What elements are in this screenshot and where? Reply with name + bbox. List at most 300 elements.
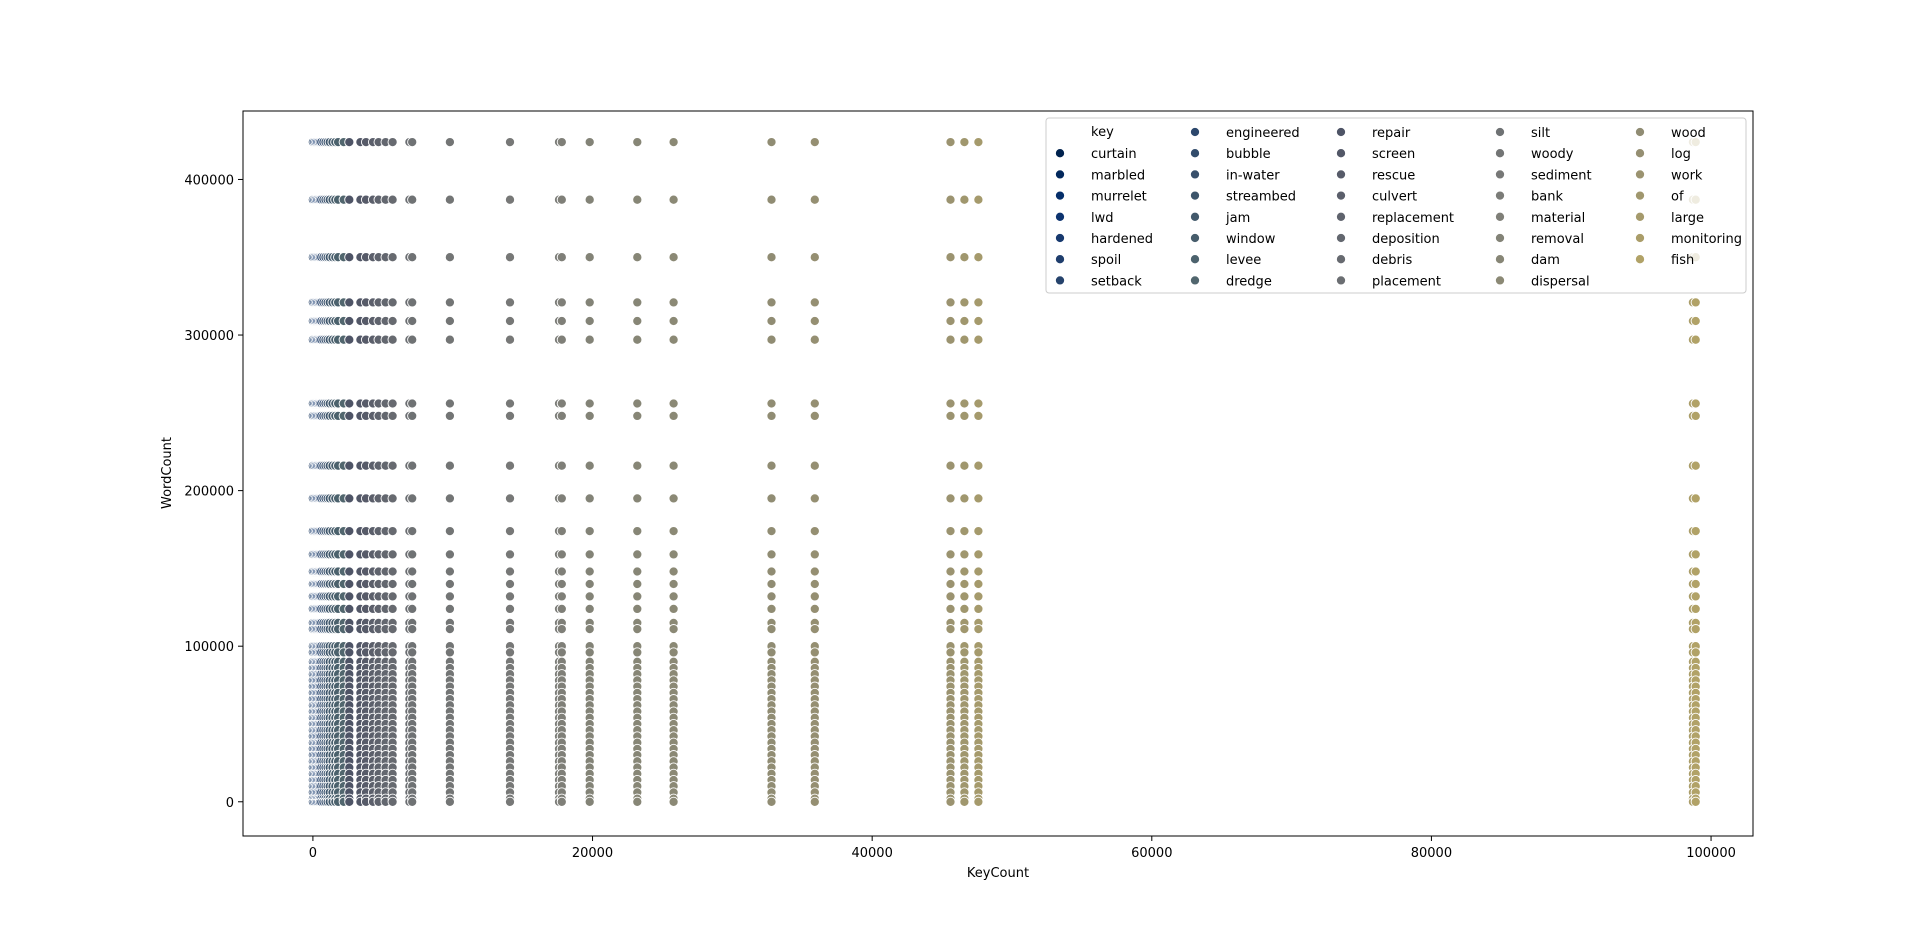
data-point xyxy=(633,399,642,408)
data-point xyxy=(946,625,955,634)
legend-marker xyxy=(1055,149,1064,158)
data-point xyxy=(557,625,566,634)
data-point xyxy=(445,567,454,576)
data-point xyxy=(946,797,955,806)
data-point xyxy=(505,579,514,588)
legend-marker xyxy=(1190,127,1199,136)
legend-label: curtain xyxy=(1091,147,1137,163)
data-point xyxy=(345,604,354,613)
data-point xyxy=(408,592,417,601)
legend-label: large xyxy=(1671,210,1704,226)
series-dispersal xyxy=(669,138,678,807)
data-point xyxy=(960,797,969,806)
data-point xyxy=(408,253,417,262)
data-point xyxy=(1691,298,1700,307)
data-point xyxy=(974,592,983,601)
data-point xyxy=(974,253,983,262)
data-point xyxy=(1691,527,1700,536)
legend-label: bank xyxy=(1531,189,1563,205)
data-point xyxy=(669,461,678,470)
data-point xyxy=(388,335,397,344)
data-point xyxy=(669,579,678,588)
data-point xyxy=(345,592,354,601)
data-point xyxy=(445,399,454,408)
data-point xyxy=(974,298,983,307)
legend-marker xyxy=(1055,170,1064,179)
legend-marker xyxy=(1055,255,1064,264)
data-point xyxy=(810,494,819,503)
data-point xyxy=(810,253,819,262)
legend-marker xyxy=(1336,276,1345,285)
legend-marker xyxy=(1495,149,1504,158)
data-point xyxy=(669,625,678,634)
y-tick-label: 200000 xyxy=(184,484,234,500)
data-point xyxy=(345,253,354,262)
data-point xyxy=(810,550,819,559)
data-point xyxy=(505,195,514,204)
data-point xyxy=(974,648,983,657)
legend-label: in-water xyxy=(1226,168,1280,184)
data-point xyxy=(810,592,819,601)
data-point xyxy=(974,138,983,147)
data-point xyxy=(960,195,969,204)
x-tick-label: 0 xyxy=(308,846,318,861)
data-point xyxy=(946,195,955,204)
data-point xyxy=(974,494,983,503)
data-point xyxy=(408,335,417,344)
data-point xyxy=(946,579,955,588)
legend-label: fish xyxy=(1671,253,1695,269)
data-point xyxy=(767,461,776,470)
series-work xyxy=(946,138,955,807)
data-point xyxy=(585,625,594,634)
data-point xyxy=(505,567,514,576)
legend xyxy=(1046,118,1746,293)
data-point xyxy=(585,604,594,613)
data-point xyxy=(960,494,969,503)
data-point xyxy=(669,253,678,262)
data-point xyxy=(557,494,566,503)
data-point xyxy=(505,494,514,503)
data-point xyxy=(633,195,642,204)
data-point xyxy=(557,527,566,536)
x-tick-label: 60000 xyxy=(1131,846,1173,861)
data-point xyxy=(408,527,417,536)
legend-title: key xyxy=(1091,125,1114,140)
data-point xyxy=(585,316,594,325)
data-point xyxy=(585,527,594,536)
data-point xyxy=(633,550,642,559)
data-point xyxy=(960,579,969,588)
data-point xyxy=(585,335,594,344)
data-point xyxy=(810,604,819,613)
data-point xyxy=(810,527,819,536)
data-point xyxy=(810,567,819,576)
data-point xyxy=(960,411,969,420)
data-point xyxy=(974,411,983,420)
data-point xyxy=(946,527,955,536)
data-point xyxy=(445,550,454,559)
data-point xyxy=(633,298,642,307)
data-point xyxy=(1691,411,1700,420)
data-point xyxy=(974,461,983,470)
data-point xyxy=(767,298,776,307)
legend-label: dam xyxy=(1531,253,1560,269)
data-point xyxy=(445,138,454,147)
data-point xyxy=(585,550,594,559)
data-point xyxy=(388,527,397,536)
data-point xyxy=(388,316,397,325)
legend-label: sediment xyxy=(1531,168,1592,184)
legend-marker xyxy=(1495,276,1504,285)
data-point xyxy=(557,138,566,147)
x-axis xyxy=(309,836,1736,861)
series-material xyxy=(557,138,566,807)
data-point xyxy=(388,411,397,420)
data-point xyxy=(445,335,454,344)
data-point xyxy=(669,316,678,325)
data-point xyxy=(946,648,955,657)
data-point xyxy=(505,316,514,325)
legend-marker xyxy=(1336,233,1345,242)
data-point xyxy=(960,550,969,559)
data-point xyxy=(946,298,955,307)
legend-label: replacement xyxy=(1372,210,1455,226)
data-point xyxy=(388,253,397,262)
data-point xyxy=(445,298,454,307)
series-debris xyxy=(388,138,397,807)
data-point xyxy=(445,195,454,204)
series-sediment xyxy=(505,138,514,807)
data-point xyxy=(345,399,354,408)
data-point xyxy=(408,604,417,613)
data-point xyxy=(505,335,514,344)
data-point xyxy=(557,253,566,262)
data-point xyxy=(408,625,417,634)
legend-label: bubble xyxy=(1226,147,1271,163)
legend-marker xyxy=(1635,149,1644,158)
data-point xyxy=(974,604,983,613)
legend-label: debris xyxy=(1372,253,1413,269)
data-point xyxy=(946,138,955,147)
data-point xyxy=(810,316,819,325)
data-point xyxy=(388,797,397,806)
legend-label: woody xyxy=(1531,147,1574,163)
data-point xyxy=(505,298,514,307)
data-point xyxy=(408,567,417,576)
data-point xyxy=(1691,399,1700,408)
data-point xyxy=(388,604,397,613)
data-point xyxy=(974,195,983,204)
data-point xyxy=(408,550,417,559)
data-point xyxy=(1691,494,1700,503)
data-point xyxy=(505,648,514,657)
data-point xyxy=(767,494,776,503)
data-point xyxy=(505,550,514,559)
data-point xyxy=(505,625,514,634)
legend-label: placement xyxy=(1372,274,1441,290)
data-point xyxy=(445,625,454,634)
data-point xyxy=(633,316,642,325)
data-point xyxy=(408,461,417,470)
legend-label: screen xyxy=(1372,147,1416,163)
x-tick-label: 20000 xyxy=(571,846,614,861)
data-point xyxy=(946,550,955,559)
legend-label: culvert xyxy=(1372,189,1418,205)
data-point xyxy=(633,579,642,588)
legend-marker xyxy=(1190,212,1199,221)
legend-label: hardened xyxy=(1091,232,1154,247)
series-large xyxy=(974,138,983,807)
data-point xyxy=(633,253,642,262)
data-point xyxy=(669,550,678,559)
x-tick-label: 80000 xyxy=(1410,846,1453,861)
data-point xyxy=(408,411,417,420)
legend-label: work xyxy=(1671,168,1703,184)
data-point xyxy=(810,335,819,344)
data-point xyxy=(388,550,397,559)
data-point xyxy=(585,567,594,576)
data-point xyxy=(505,527,514,536)
data-point xyxy=(960,567,969,576)
data-point xyxy=(767,579,776,588)
data-point xyxy=(557,567,566,576)
data-point xyxy=(345,527,354,536)
data-point xyxy=(388,399,397,408)
legend-marker xyxy=(1635,170,1644,179)
data-point xyxy=(345,298,354,307)
legend-label: spoil xyxy=(1091,253,1122,269)
data-point xyxy=(810,797,819,806)
data-point xyxy=(505,253,514,262)
data-point xyxy=(633,797,642,806)
legend-label: dredge xyxy=(1226,274,1272,290)
data-point xyxy=(633,567,642,576)
data-point xyxy=(669,527,678,536)
data-point xyxy=(388,138,397,147)
data-point xyxy=(557,411,566,420)
data-point xyxy=(345,494,354,503)
legend-label: jam xyxy=(1226,210,1251,226)
data-point xyxy=(960,648,969,657)
data-point xyxy=(974,316,983,325)
data-point xyxy=(557,195,566,204)
data-point xyxy=(585,298,594,307)
data-point xyxy=(669,399,678,408)
data-point xyxy=(974,625,983,634)
data-point xyxy=(585,411,594,420)
data-point xyxy=(505,797,514,806)
data-point xyxy=(633,335,642,344)
legend-marker xyxy=(1336,191,1345,200)
data-point xyxy=(345,550,354,559)
data-point xyxy=(445,411,454,420)
data-point xyxy=(633,411,642,420)
data-point xyxy=(345,579,354,588)
data-point xyxy=(960,604,969,613)
data-point xyxy=(505,399,514,408)
data-point xyxy=(767,550,776,559)
legend-label: deposition xyxy=(1372,232,1440,247)
data-point xyxy=(669,567,678,576)
data-point xyxy=(345,138,354,147)
legend-label: engineered xyxy=(1226,126,1300,141)
data-point xyxy=(445,461,454,470)
data-point xyxy=(946,253,955,262)
series-wood xyxy=(767,138,776,807)
data-point xyxy=(445,253,454,262)
data-point xyxy=(345,335,354,344)
legend-marker xyxy=(1190,170,1199,179)
data-point xyxy=(1691,797,1700,806)
data-point xyxy=(960,399,969,408)
y-tick-label: 400000 xyxy=(184,173,234,189)
data-point xyxy=(946,567,955,576)
data-point xyxy=(767,316,776,325)
data-point xyxy=(388,494,397,503)
data-point xyxy=(1691,648,1700,657)
data-point xyxy=(767,625,776,634)
series-removal xyxy=(585,138,594,807)
data-point xyxy=(445,797,454,806)
legend-marker xyxy=(1635,127,1644,136)
data-point xyxy=(974,579,983,588)
data-point xyxy=(445,604,454,613)
data-point xyxy=(585,494,594,503)
data-point xyxy=(974,797,983,806)
legend-label: of xyxy=(1671,189,1684,205)
data-point xyxy=(974,567,983,576)
data-point xyxy=(767,567,776,576)
legend-marker xyxy=(1336,170,1345,179)
data-point xyxy=(345,411,354,420)
data-point xyxy=(585,195,594,204)
data-point xyxy=(1691,625,1700,634)
data-point xyxy=(669,604,678,613)
data-point xyxy=(669,648,678,657)
legend-label: setback xyxy=(1091,274,1142,290)
legend-label: murrelet xyxy=(1091,189,1147,205)
data-point xyxy=(345,567,354,576)
series-of xyxy=(960,138,969,807)
data-point xyxy=(505,138,514,147)
data-point xyxy=(810,625,819,634)
data-point xyxy=(388,567,397,576)
legend-marker xyxy=(1336,255,1345,264)
data-point xyxy=(810,399,819,408)
data-point xyxy=(633,494,642,503)
legend-marker xyxy=(1190,191,1199,200)
legend-marker xyxy=(1495,212,1504,221)
data-point xyxy=(345,797,354,806)
legend-marker xyxy=(1055,212,1064,221)
data-point xyxy=(345,195,354,204)
legend-marker xyxy=(1190,255,1199,264)
data-point xyxy=(960,298,969,307)
data-point xyxy=(585,592,594,601)
data-point xyxy=(974,399,983,408)
legend-marker xyxy=(1635,212,1644,221)
legend-marker xyxy=(1635,255,1644,264)
data-point xyxy=(946,335,955,344)
data-point xyxy=(669,195,678,204)
data-point xyxy=(767,399,776,408)
data-point xyxy=(1691,579,1700,588)
data-point xyxy=(388,592,397,601)
data-point xyxy=(408,195,417,204)
data-point xyxy=(960,527,969,536)
data-point xyxy=(1691,335,1700,344)
data-point xyxy=(767,648,776,657)
legend-marker xyxy=(1336,212,1345,221)
data-point xyxy=(810,579,819,588)
y-tick-label: 0 xyxy=(225,795,234,811)
legend-label: dispersal xyxy=(1531,274,1590,290)
legend-label: window xyxy=(1226,232,1276,247)
data-point xyxy=(557,335,566,344)
data-point xyxy=(767,797,776,806)
data-point xyxy=(408,298,417,307)
data-point xyxy=(767,592,776,601)
data-point xyxy=(633,604,642,613)
data-point xyxy=(633,461,642,470)
data-point xyxy=(408,579,417,588)
data-point xyxy=(1691,567,1700,576)
data-point xyxy=(557,604,566,613)
data-point xyxy=(505,604,514,613)
data-point xyxy=(557,579,566,588)
data-point xyxy=(960,316,969,325)
data-point xyxy=(1691,316,1700,325)
data-point xyxy=(388,579,397,588)
data-point xyxy=(767,411,776,420)
data-point xyxy=(408,648,417,657)
data-point xyxy=(345,461,354,470)
data-point xyxy=(633,592,642,601)
data-point xyxy=(946,604,955,613)
data-point xyxy=(557,797,566,806)
legend-marker xyxy=(1336,127,1345,136)
y-axis xyxy=(184,173,243,810)
data-point xyxy=(505,461,514,470)
data-point xyxy=(445,579,454,588)
data-point xyxy=(557,592,566,601)
data-point xyxy=(960,592,969,601)
data-point xyxy=(585,399,594,408)
data-point xyxy=(810,411,819,420)
data-point xyxy=(974,527,983,536)
data-point xyxy=(767,527,776,536)
data-point xyxy=(960,138,969,147)
data-point xyxy=(767,335,776,344)
data-point xyxy=(767,138,776,147)
data-point xyxy=(810,195,819,204)
legend-label: removal xyxy=(1531,232,1584,247)
legend-label: levee xyxy=(1226,253,1262,269)
data-point xyxy=(445,592,454,601)
data-point xyxy=(946,411,955,420)
data-point xyxy=(408,399,417,408)
data-point xyxy=(445,527,454,536)
data-point xyxy=(557,461,566,470)
data-point xyxy=(669,335,678,344)
data-point xyxy=(585,648,594,657)
legend-label: streambed xyxy=(1226,189,1297,205)
data-point xyxy=(445,494,454,503)
data-point xyxy=(669,411,678,420)
data-point xyxy=(388,625,397,634)
legend-marker xyxy=(1635,191,1644,200)
